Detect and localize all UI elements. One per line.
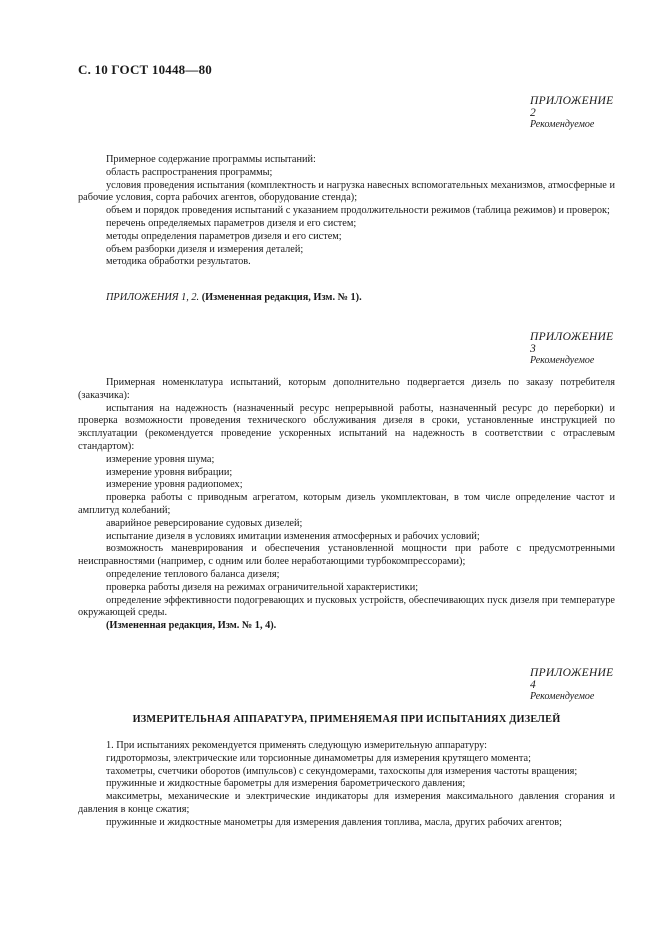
- paragraph: определение теплового баланса дизеля;: [106, 568, 280, 580]
- paragraph: проверка работы дизеля на режимах ограничительной характеристики;: [106, 581, 419, 593]
- paragraph: проверка работы с приводным агрегатом, которым дизель укомплектован, в том числе определение частот и амплитуд колебаний;: [78, 492, 615, 516]
- appendix-4-heading: ИЗМЕРИТЕЛЬНАЯ АППАРАТУРА, ПРИМЕНЯЕМАЯ ПРИ ИСПЫТАНИЯХ ДИЗЕЛЕЙ: [132, 714, 561, 725]
- appendix-2-body: [78, 154, 615, 269]
- page-header: С. 10 ГОСТ 10448—80: [78, 62, 212, 77]
- appendix-4-subtitle: Рекомендуемое: [530, 691, 595, 702]
- appendix-4-body: [78, 740, 615, 830]
- appendix-2-note: [106, 292, 362, 303]
- paragraph: Примерная номенклатура испытаний, которым дополнительно подвергается дизель по заказу потребителя (заказчика):: [78, 377, 615, 401]
- appendix-3-body: [78, 377, 615, 633]
- paragraph: возможность маневрирования и обеспечения установленной мощности при работе с предусмотренными неисправностями (например, с одним или более неработающими турбокомпрессорами);: [78, 543, 615, 568]
- paragraph: объем и порядок проведения испытаний с указанием продолжительности режимов (таблица режимов) и проверок;: [106, 205, 610, 217]
- note-amendment: (Измененная редакция, Изм. № 1).: [201, 292, 362, 303]
- paragraph: условия проведения испытания (комплектность и нагрузка навесных вспомогательных механизмов, атмосферные и рабочие условия, сорта рабочих агентов, оборудование стенда);: [78, 179, 615, 204]
- paragraph: испытание дизеля в условиях имитации изменения атмосферных и рабочих условий;: [106, 530, 480, 542]
- paragraph: гидротормозы, электрические или торсионные динамометры для измерения крутящего момента;: [106, 752, 531, 764]
- paragraph: определение эффективности подогревающих и пусковых устройств, обеспечивающих пуск дизеля при температуре окружающей среды.: [78, 594, 615, 619]
- appendix-3-title: ПРИЛОЖЕНИЕ 3: [530, 331, 614, 355]
- paragraph: тахометры, счетчики оборотов (импульсов) с секундомерами, тахоскопы для измерения частоты вращения;: [106, 765, 578, 777]
- paragraph: аварийное реверсирование судовых дизелей;: [106, 517, 303, 529]
- paragraph: максиметры, механические и электрические индикаторы для измерения максимального давления сгорания и давления в конце сжатия;: [78, 791, 615, 815]
- paragraph: пружинные и жидкостные барометры для измерения барометрического давления;: [106, 778, 466, 790]
- paragraph: Примерное содержание программы испытаний:: [106, 154, 316, 165]
- paragraph: измерение уровня вибрации;: [106, 466, 233, 478]
- appendix-2-subtitle: Рекомендуемое: [530, 119, 595, 130]
- note-reference: ПРИЛОЖЕНИЯ 1, 2.: [106, 292, 200, 303]
- appendix-4-title: ПРИЛОЖЕНИЕ 4: [530, 667, 614, 691]
- paragraph: измерение уровня радиопомех;: [106, 479, 243, 491]
- amendment-note: (Измененная редакция, Изм. № 1, 4).: [106, 620, 277, 632]
- appendix-4-label: [530, 667, 616, 703]
- paragraph: объем разборки дизеля и измерения деталей;: [106, 243, 304, 255]
- paragraph: измерение уровня шума;: [106, 453, 215, 465]
- appendix-3-subtitle: Рекомендуемое: [530, 355, 595, 366]
- paragraph: методика обработки результатов.: [106, 256, 251, 268]
- paragraph: область распространения программы;: [106, 166, 273, 178]
- paragraph: перечень определяемых параметров дизеля и его систем;: [106, 217, 357, 229]
- paragraph: 1. При испытаниях рекомендуется применять следующую измерительную аппаратуру:: [106, 740, 487, 751]
- appendix-2-title: ПРИЛОЖЕНИЕ 2: [530, 95, 614, 119]
- paragraph: испытания на надежность (назначенный ресурс непрерывной работы, назначенный ресурс до переборки) и проверка возможности проведения технического обслуживания дизеля в сроки, установленные инструкцией по эксплуатации (рекомендуется проведение ускоренных испытаний на надежность в соответствии с отраслевым стандартом):: [78, 402, 615, 452]
- paragraph: методы определения параметров дизеля и его систем;: [106, 230, 342, 242]
- paragraph: пружинные и жидкостные манометры для измерения давления топлива, масла, других рабочих агентов;: [106, 816, 563, 828]
- appendix-3-label: [530, 331, 616, 367]
- appendix-2-label: [530, 95, 616, 131]
